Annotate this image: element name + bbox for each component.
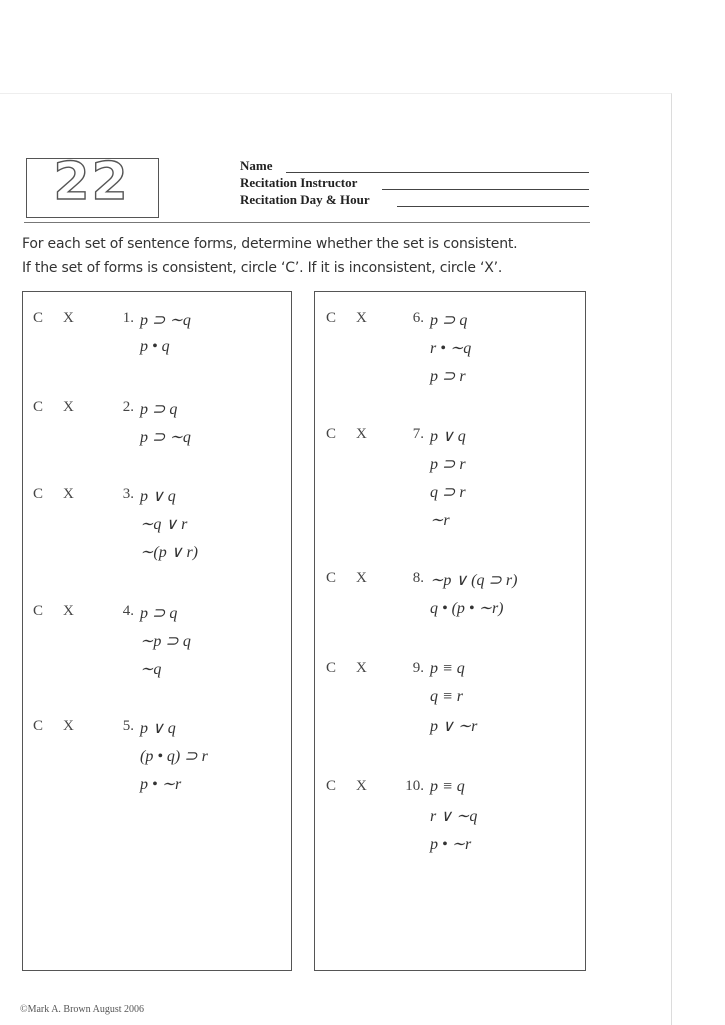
problem-7-formula: p ∨ q xyxy=(430,428,466,445)
right-problem-panel xyxy=(314,291,586,971)
problem-3-formula: p ∨ q xyxy=(140,488,176,505)
problem-1-formula: p ⊃ ∼q xyxy=(140,312,191,329)
consistent-choice-9[interactable]: C xyxy=(326,660,337,676)
problem-4-formula: p ⊃ q xyxy=(140,605,178,622)
problem-6-formula: r • ∼q xyxy=(430,340,472,357)
recitation-instructor-label: Recitation Instructor xyxy=(240,175,358,190)
inconsistent-choice-1[interactable]: X xyxy=(63,310,74,326)
problem-9-formula: q ≡ r xyxy=(430,688,464,705)
problem-number-10: 10. xyxy=(405,778,424,794)
recitation-day-hour-label: Recitation Day & Hour xyxy=(240,192,370,207)
inconsistent-choice-8[interactable]: X xyxy=(356,570,367,586)
inconsistent-choice-4[interactable]: X xyxy=(63,603,74,619)
problem-8-formula: q • (p • ∼r) xyxy=(430,600,504,617)
problem-number-9: 9. xyxy=(412,660,424,676)
inconsistent-choice-6[interactable]: X xyxy=(356,310,367,326)
inconsistent-choice-9[interactable]: X xyxy=(356,660,367,676)
consistent-choice-4[interactable]: C xyxy=(33,603,44,619)
problem-number-4: 4. xyxy=(122,603,134,619)
problem-10-formula: p ≡ q xyxy=(430,778,465,795)
problem-8-formula: ∼p ∨ (q ⊃ r) xyxy=(430,572,518,589)
problem-9-formula: p ∨ ∼r xyxy=(430,718,478,735)
problem-10-formula: p • ∼r xyxy=(430,836,472,853)
problem-number-6: 6. xyxy=(412,310,424,326)
problem-9-formula: p ≡ q xyxy=(430,660,465,677)
consistent-choice-3[interactable]: C xyxy=(33,486,44,502)
problem-10-formula: r ∨ ∼q xyxy=(430,808,478,825)
problem-7-formula: p ⊃ r xyxy=(430,456,466,473)
consistent-choice-10[interactable]: C xyxy=(326,778,337,794)
problem-3-formula: ∼(p ∨ r) xyxy=(140,544,198,561)
problem-4-formula: ∼p ⊃ q xyxy=(140,633,191,650)
consistent-choice-6[interactable]: C xyxy=(326,310,337,326)
consistent-choice-7[interactable]: C xyxy=(326,426,337,442)
worksheet-number: 22 xyxy=(53,152,130,212)
name-field[interactable] xyxy=(286,172,589,173)
consistent-choice-8[interactable]: C xyxy=(326,570,337,586)
problem-3-formula: ∼q ∨ r xyxy=(140,516,188,533)
inconsistent-choice-10[interactable]: X xyxy=(356,778,367,794)
inconsistent-choice-5[interactable]: X xyxy=(63,718,74,734)
problem-number-2: 2. xyxy=(122,399,134,415)
problem-number-3: 3. xyxy=(122,486,134,502)
consistent-choice-1[interactable]: C xyxy=(33,310,44,326)
inconsistent-choice-2[interactable]: X xyxy=(63,399,74,415)
inconsistent-choice-3[interactable]: X xyxy=(63,486,74,502)
recitation-day-hour-field[interactable] xyxy=(397,206,589,207)
problem-number-5: 5. xyxy=(122,718,134,734)
copyright-footer: ©Mark A. Brown August 2006 xyxy=(20,1004,144,1015)
header-rule xyxy=(24,222,590,223)
problem-number-8: 8. xyxy=(412,570,424,586)
problem-7-formula: ∼r xyxy=(430,512,450,529)
consistent-choice-5[interactable]: C xyxy=(33,718,44,734)
problem-6-formula: p ⊃ q xyxy=(430,312,468,329)
problem-5-formula: (p • q) ⊃ r xyxy=(140,748,208,765)
problem-number-1: 1. xyxy=(122,310,134,326)
problem-5-formula: p ∨ q xyxy=(140,720,176,737)
instruction-line-1: For each set of sentence forms, determine whether the set is consistent. xyxy=(22,236,518,252)
problem-6-formula: p ⊃ r xyxy=(430,368,466,385)
problem-7-formula: q ⊃ r xyxy=(430,484,466,501)
problem-5-formula: p • ∼r xyxy=(140,776,182,793)
consistent-choice-2[interactable]: C xyxy=(33,399,44,415)
problem-1-formula: p • q xyxy=(140,338,170,355)
instruction-line-2: If the set of forms is consistent, circle ‘C’. If it is inconsistent, circle ‘X’. xyxy=(22,260,503,276)
problem-4-formula: ∼q xyxy=(140,661,162,678)
inconsistent-choice-7[interactable]: X xyxy=(356,426,367,442)
recitation-instructor-field[interactable] xyxy=(382,189,589,190)
problem-2-formula: p ⊃ ∼q xyxy=(140,429,191,446)
name-label: Name xyxy=(240,158,273,173)
problem-number-7: 7. xyxy=(412,426,424,442)
problem-2-formula: p ⊃ q xyxy=(140,401,178,418)
